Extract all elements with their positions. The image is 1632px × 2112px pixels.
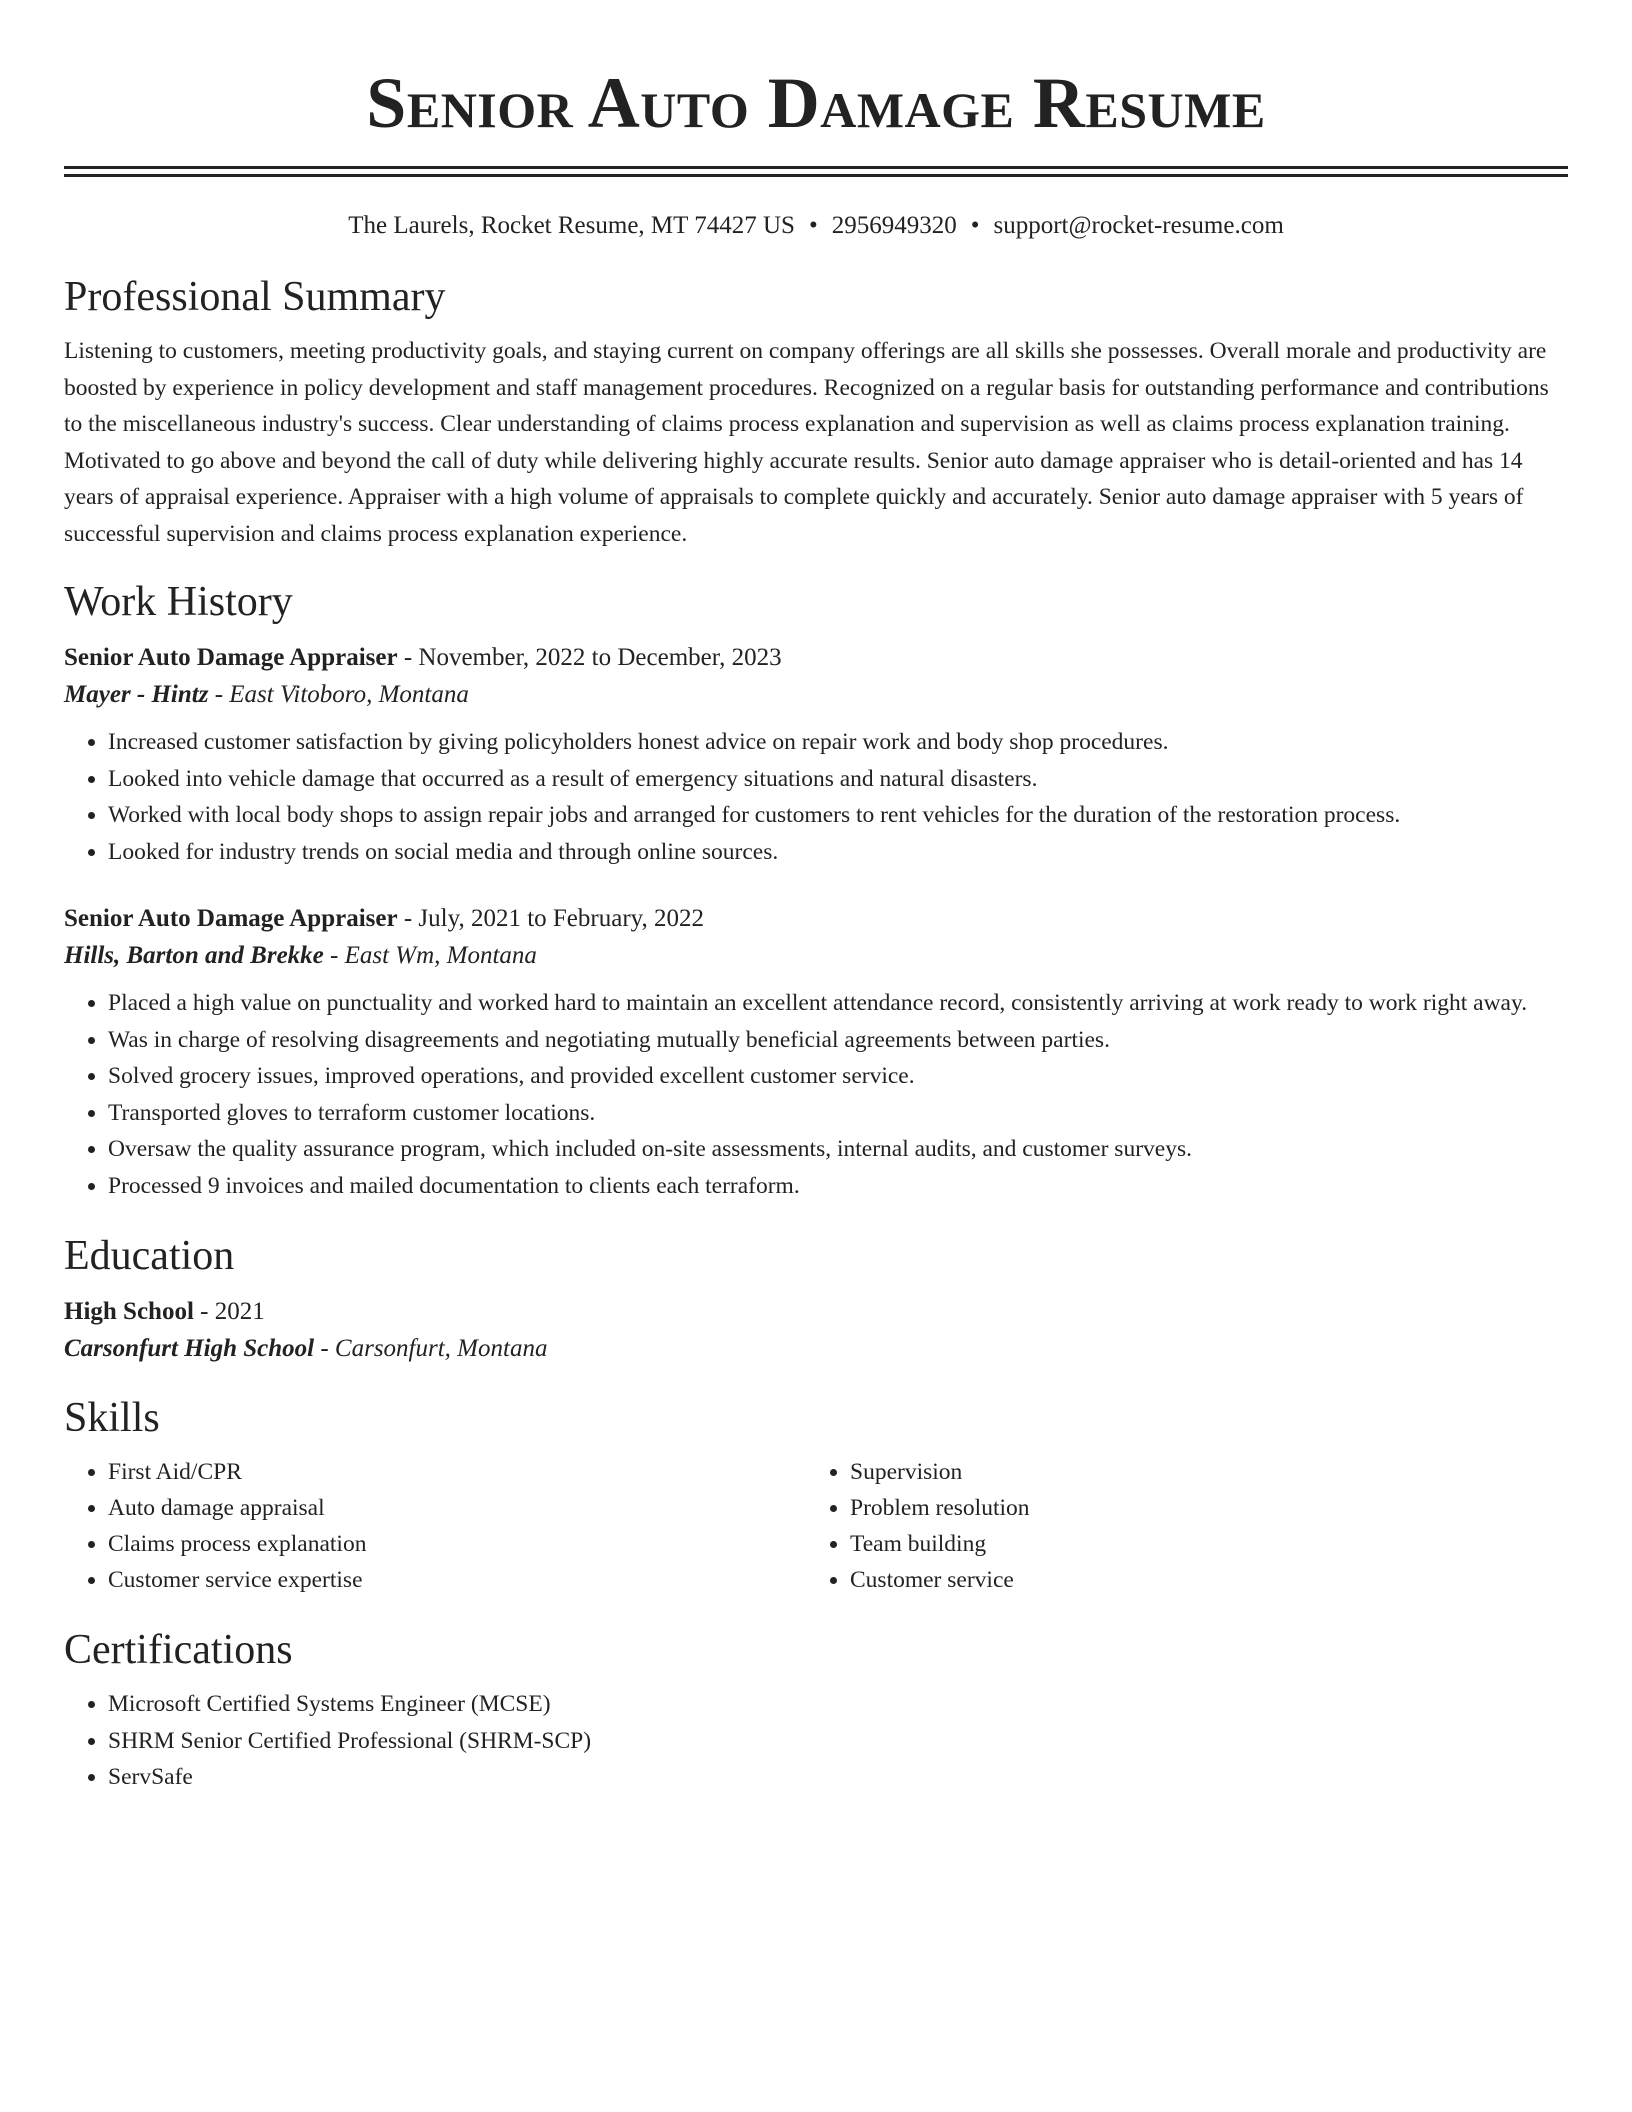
company-location: - East Vitoboro, Montana	[208, 681, 469, 708]
list-item: • Worked with local body shops to assign repair jobs and arranged for customers to rent vehicles for the duration of the restoration process.	[108, 797, 1568, 834]
skill-item: • Auto damage appraisal	[108, 1490, 806, 1526]
certification-item: • ServSafe	[108, 1759, 1568, 1796]
certifications-list	[64, 1686, 1568, 1796]
school-line	[64, 1330, 1568, 1368]
education-section	[64, 1230, 1568, 1368]
skill-item: • Supervision	[850, 1454, 1548, 1490]
certification-item: • SHRM Senior Certified Professional (SHRM-SCP)	[108, 1723, 1568, 1760]
job-dates: - July, 2021 to February, 2022	[397, 905, 705, 932]
contact-separator: •	[808, 212, 818, 239]
header-divider	[64, 166, 1568, 177]
summary-heading: Professional Summary	[64, 274, 446, 320]
list-item: • Looked for industry trends on social media and through online sources.	[108, 834, 1568, 871]
company-line	[64, 937, 1568, 975]
job-position: Senior Auto Damage Appraiser	[64, 644, 398, 671]
job-title-line	[64, 640, 1568, 676]
job-bullets	[64, 724, 1568, 870]
skills-section	[64, 1392, 1568, 1598]
summary-section	[64, 271, 1568, 552]
job-entry	[64, 640, 1568, 870]
list-item: • Oversaw the quality assurance program, which included on-site assessments, internal audits, and customer surveys.	[108, 1131, 1568, 1168]
job-bullets	[64, 985, 1568, 1204]
list-item: • Placed a high value on punctuality and worked hard to maintain an excellent attendance record, consistently arriving at work ready to work right away.	[108, 985, 1568, 1022]
degree-name: High School	[64, 1298, 194, 1325]
skill-item: • Customer service	[850, 1562, 1548, 1598]
contact-separator: •	[970, 212, 980, 239]
list-item: • Increased customer satisfaction by giving policyholders honest advice on repair work and body shop procedures.	[108, 724, 1568, 761]
company-name: Hills, Barton and Brekke	[64, 942, 324, 969]
company-location: - East Wm, Montana	[323, 942, 537, 969]
certification-item: • Microsoft Certified Systems Engineer (MCSE)	[108, 1686, 1568, 1723]
skill-item: • Problem resolution	[850, 1490, 1548, 1526]
contact-address: The Laurels, Rocket Resume, MT 74427 US	[348, 212, 795, 239]
summary-text: Listening to customers, meeting productivity goals, and staying current on company offerings are all skills she possesses. Overall morale and productivity are boosted by experience in policy development and staff management procedures. Recognized on a regular basis for outstanding performance and contributions to the miscellaneous industry's success. Clear understanding of claims process explanation and supervision as well as claims process explanation training. Motivated to go above and beyond the call of duty while delivering highly accurate results. Senior auto damage appraiser who is detail-oriented and has 14 years of appraisal experience. Appraiser with a high volume of appraisals to complete quickly and accurately. Senior auto damage appraiser with 5 years of successful supervision and claims process explanation experience.	[64, 338, 1549, 547]
school-location: - Carsonfurt, Montana	[314, 1335, 548, 1362]
list-item: • Solved grocery issues, improved operations, and provided excellent customer service.	[108, 1058, 1568, 1095]
skill-item: • Claims process explanation	[108, 1526, 806, 1562]
work-history-heading: Work History	[64, 579, 293, 625]
certifications-heading: Certifications	[64, 1627, 293, 1673]
job-dates: - November, 2022 to December, 2023	[397, 644, 782, 671]
school-name: Carsonfurt High School	[64, 1335, 315, 1362]
job-title-line	[64, 901, 1568, 937]
work-history-section	[64, 576, 1568, 1204]
list-item: • Looked into vehicle damage that occurred as a result of emergency situations and natural disasters.	[108, 761, 1568, 798]
list-item: • Transported gloves to terraform customer locations.	[108, 1095, 1568, 1132]
skills-heading: Skills	[64, 1395, 160, 1441]
resume-name: Senior Auto Damage Resume	[366, 63, 1266, 143]
education-heading: Education	[64, 1233, 235, 1279]
skill-item: • Team building	[850, 1526, 1548, 1562]
degree-line	[64, 1294, 1568, 1330]
list-item: • Processed 9 invoices and mailed documentation to clients each terraform.	[108, 1168, 1568, 1205]
skills-column-right	[806, 1454, 1548, 1598]
company-name: Mayer - Hintz	[64, 681, 209, 708]
contact-email: support@rocket-resume.com	[993, 212, 1284, 239]
contact-line	[64, 209, 1568, 243]
skills-column-left	[64, 1454, 806, 1598]
company-line	[64, 676, 1568, 714]
list-item: • Was in charge of resolving disagreements and negotiating mutually beneficial agreements between parties.	[108, 1022, 1568, 1059]
job-position: Senior Auto Damage Appraiser	[64, 905, 398, 932]
skill-item: • Customer service expertise	[108, 1562, 806, 1598]
skill-item: • First Aid/CPR	[108, 1454, 806, 1490]
degree-year: - 2021	[193, 1298, 265, 1325]
contact-phone: 2956949320	[831, 212, 957, 239]
certifications-section	[64, 1624, 1568, 1796]
skills-grid	[64, 1454, 1568, 1598]
job-entry	[64, 901, 1568, 1204]
